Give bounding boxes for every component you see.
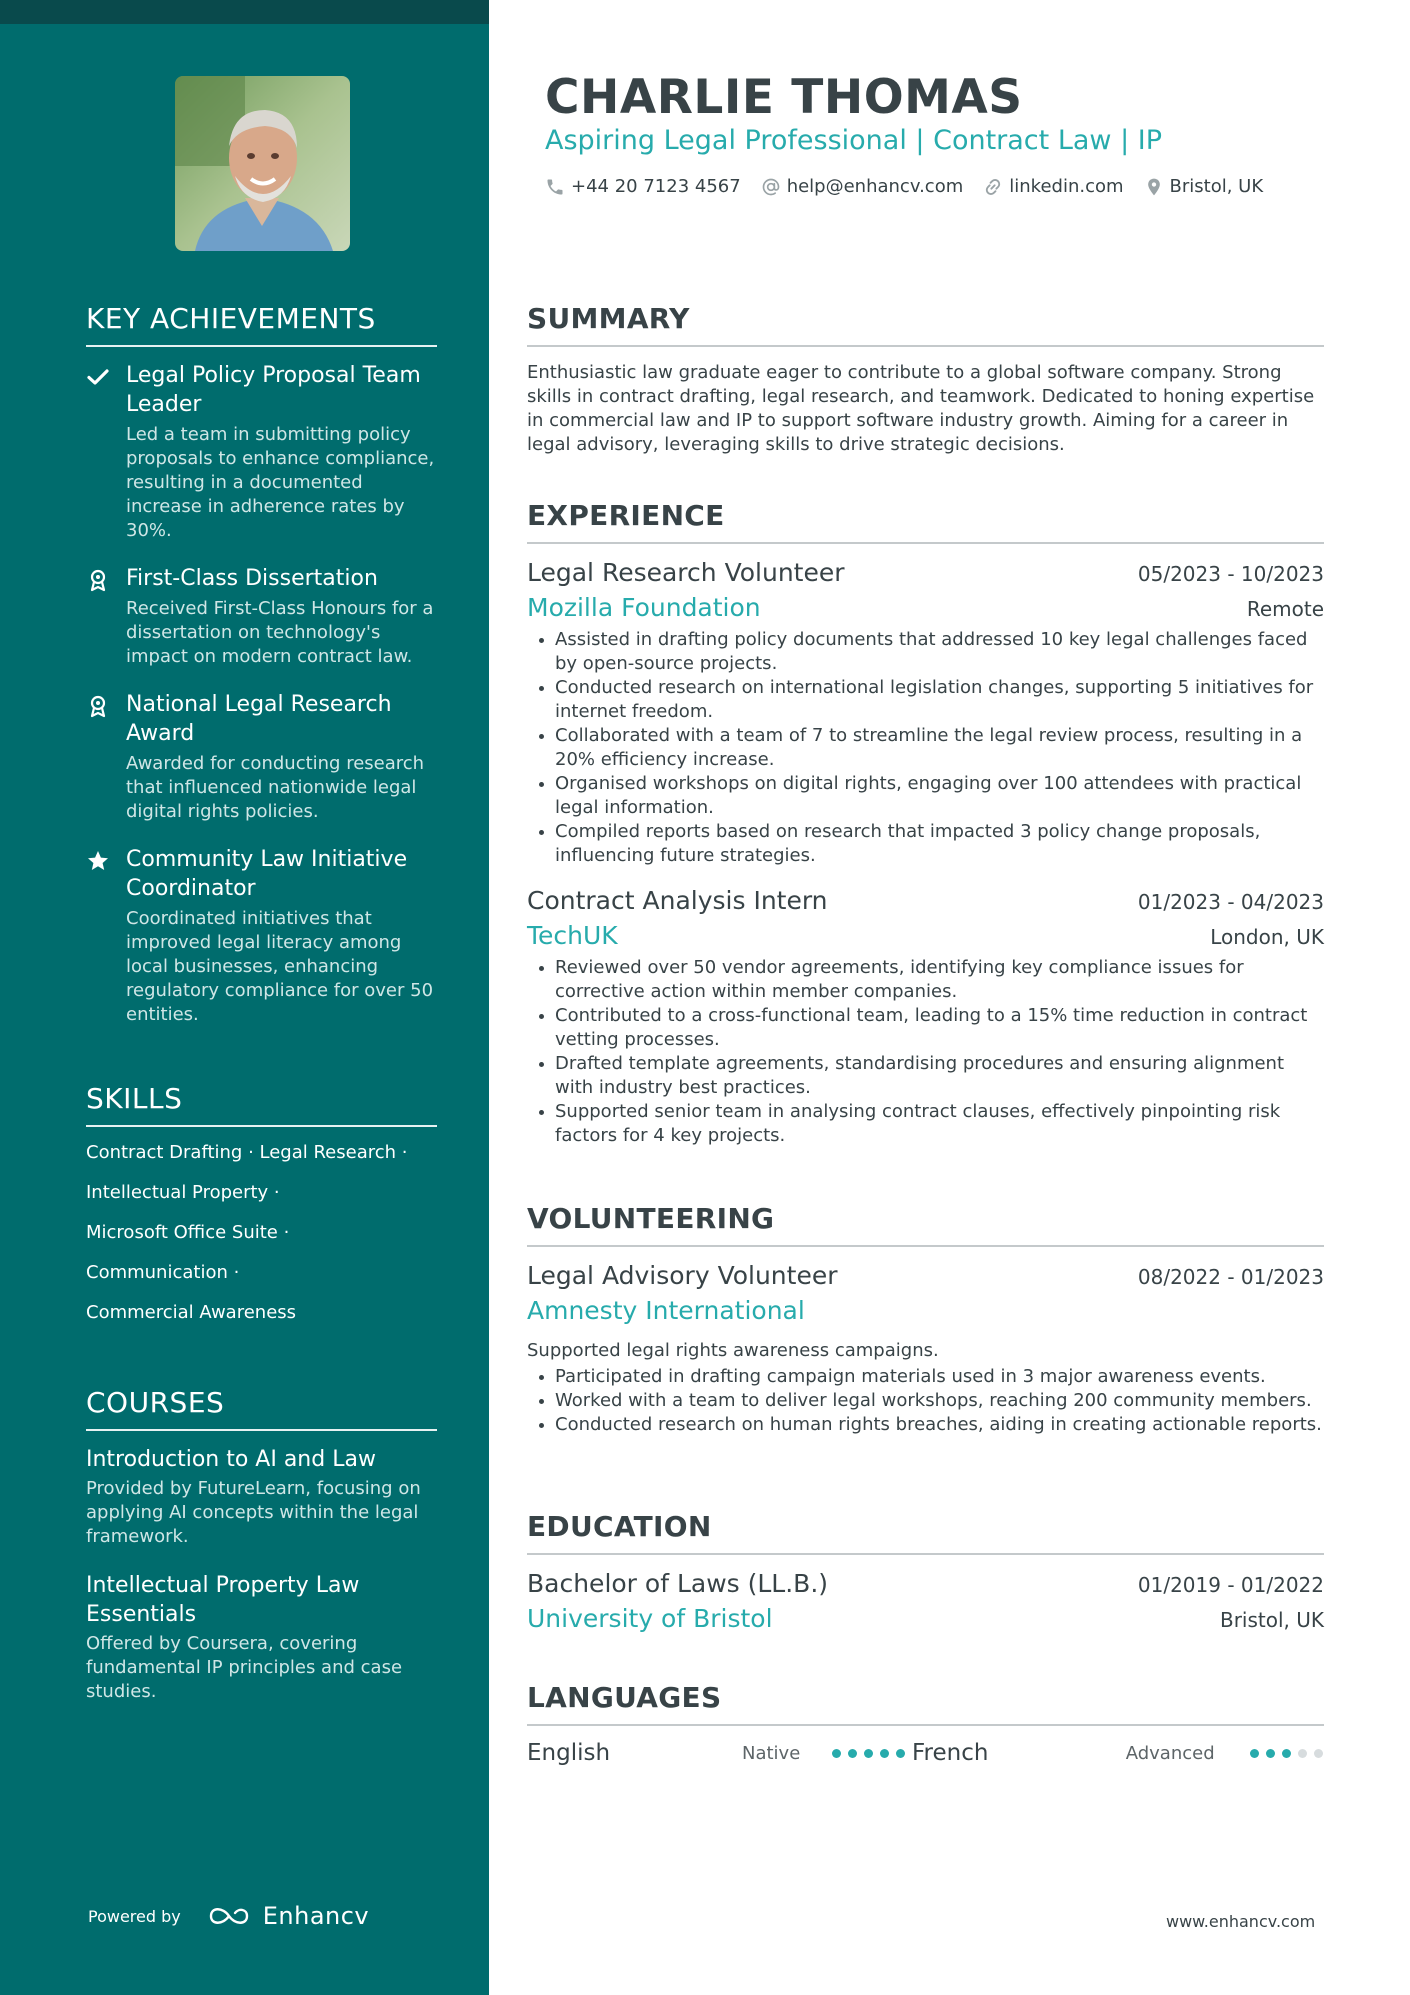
summary-text: Enthusiastic law graduate eager to contribute to a global software company. Strong skills in contract drafting, legal research, and teamwork. Dedicated to honing expertise in commercial law and IP to support software industry growth. Aiming for a career in legal advisory, leveraging skills to drive strategic decisions. — [527, 362, 1315, 455]
at-icon — [761, 177, 781, 197]
volunteer-bullet: Worked with a team to deliver legal workshops, reaching 200 community members. — [527, 1389, 1324, 1413]
proficiency-dot-filled — [1266, 1749, 1275, 1758]
contact-bar — [545, 176, 1283, 197]
experience-entry — [527, 558, 1324, 868]
volunteer-role: Legal Advisory Volunteer — [527, 1261, 838, 1290]
course-item — [86, 1571, 437, 1704]
powered-by-label: Powered by — [88, 1906, 181, 1926]
proficiency-dot-filled — [864, 1749, 873, 1758]
language-proficiency-dots — [832, 1749, 912, 1758]
achievement-item — [86, 361, 437, 543]
contact-location-text: Bristol, UK — [1169, 176, 1264, 197]
profile-photo — [175, 76, 350, 251]
enhancv-brand-name: Enhancv — [262, 1902, 370, 1930]
course-item — [86, 1445, 437, 1549]
achievement-desc: Received First-Class Honours for a dissertation on technology's impact on modern contract law. — [126, 598, 434, 667]
summary-heading: SUMMARY — [527, 302, 1324, 347]
volunteering-heading: VOLUNTEERING — [527, 1202, 1324, 1247]
location-pin-icon — [1144, 177, 1164, 197]
skill-item: Microsoft Office Suite · — [86, 1222, 290, 1243]
volunteer-desc: Supported legal rights awareness campaigns. — [527, 1340, 939, 1361]
language-name: French — [912, 1740, 989, 1766]
course-desc: Provided by FutureLearn, focusing on applying AI concepts within the legal framework. — [86, 1478, 421, 1547]
candidate-subtitle: Aspiring Legal Professional | Contract Law | IP — [545, 125, 1162, 156]
proficiency-dot-empty — [1298, 1749, 1307, 1758]
powered-by — [88, 1902, 369, 1930]
link-icon — [983, 177, 1003, 197]
languages-section — [527, 1681, 1324, 1766]
candidate-name: CHARLIE THOMAS — [545, 70, 1023, 125]
summary-section — [527, 302, 1324, 457]
courses-section — [86, 1386, 437, 1726]
volunteer-bullet: Conducted research on human rights breaches, aiding in creating actionable reports. — [527, 1413, 1324, 1437]
volunteer-bullet: Participated in drafting campaign materials used in 3 major awareness events. — [527, 1365, 1324, 1389]
proficiency-dot-filled — [880, 1749, 889, 1758]
proficiency-dot-filled — [848, 1749, 857, 1758]
language-level: Native — [742, 1742, 801, 1764]
achievement-title: First-Class Dissertation — [126, 566, 378, 591]
courses-heading: COURSES — [86, 1386, 437, 1431]
job-dates: 01/2023 - 04/2023 — [1137, 890, 1324, 914]
course-title: Introduction to AI and Law — [86, 1447, 376, 1472]
education-entry — [527, 1569, 1324, 1633]
skill-item: Contract Drafting · Legal Research · — [86, 1142, 408, 1163]
education-dates: 01/2019 - 01/2022 — [1137, 1573, 1324, 1597]
company-name: Mozilla Foundation — [527, 593, 761, 622]
job-bullet: Collaborated with a team of 7 to streamline the legal review process, resulting in a 20% efficiency increase. — [527, 724, 1324, 772]
contact-location — [1144, 176, 1264, 197]
proficiency-dot-filled — [896, 1749, 905, 1758]
company-name: TechUK — [527, 921, 618, 950]
key-achievements-section — [86, 302, 437, 1048]
achievement-title: Legal Policy Proposal Team Leader — [126, 363, 421, 417]
key-achievements-heading: KEY ACHIEVEMENTS — [86, 302, 437, 347]
language-proficiency-dots — [1250, 1749, 1330, 1758]
achievement-desc: Coordinated initiatives that improved legal literacy among local businesses, enhancing regulatory compliance for over 50 entities. — [126, 908, 434, 1025]
skills-section — [86, 1082, 437, 1341]
sidebar-top-bar — [0, 0, 489, 24]
job-bullet: Drafted template agreements, standardising procedures and ensuring alignment with industry best practices. — [527, 1052, 1324, 1100]
job-location: London, UK — [1210, 925, 1324, 949]
volunteering-section — [527, 1202, 1324, 1455]
job-bullet: Assisted in drafting policy documents that addressed 10 key legal challenges faced by open-source projects. — [527, 628, 1324, 676]
phone-icon — [545, 177, 565, 197]
experience-section — [527, 499, 1324, 1166]
skill-item: Commercial Awareness — [86, 1302, 297, 1323]
proficiency-dot-filled — [1282, 1749, 1291, 1758]
contact-phone-text: +44 20 7123 4567 — [571, 176, 741, 197]
job-title: Legal Research Volunteer — [527, 558, 845, 587]
proficiency-dot-filled — [1250, 1749, 1259, 1758]
school-location: Bristol, UK — [1219, 1608, 1324, 1632]
award-icon — [86, 694, 110, 718]
award-icon — [86, 568, 110, 592]
achievement-item — [86, 564, 437, 669]
experience-heading: EXPERIENCE — [527, 499, 1324, 544]
achievement-desc: Awarded for conducting research that influenced nationwide legal digital rights policies. — [126, 753, 425, 822]
job-bullet: Compiled reports based on research that impacted 3 policy change proposals, influencing future strategies. — [527, 820, 1324, 868]
achievement-title: National Legal Research Award — [126, 692, 392, 746]
contact-linkedin[interactable] — [983, 176, 1123, 197]
skills-heading: SKILLS — [86, 1082, 437, 1127]
language-level: Advanced — [1125, 1742, 1215, 1764]
star-icon — [86, 849, 110, 873]
job-bullet: Supported senior team in analysing contract clauses, effectively pinpointing risk factors for 4 key projects. — [527, 1100, 1324, 1148]
language-item — [527, 1740, 912, 1766]
job-bullet: Reviewed over 50 vendor agreements, identifying key compliance issues for corrective action within member companies. — [527, 956, 1324, 1004]
achievement-title: Community Law Initiative Coordinator — [126, 847, 408, 901]
course-title: Intellectual Property Law Essentials — [86, 1573, 360, 1627]
volunteer-dates: 08/2022 - 01/2023 — [1137, 1265, 1324, 1289]
sidebar — [0, 0, 489, 1995]
job-bullet: Conducted research on international legislation changes, supporting 5 initiatives for internet freedom. — [527, 676, 1324, 724]
experience-entry — [527, 886, 1324, 1148]
contact-email[interactable] — [761, 176, 964, 197]
contact-phone[interactable] — [545, 176, 741, 197]
volunteer-org: Amnesty International — [527, 1296, 805, 1325]
education-section — [527, 1510, 1324, 1651]
achievement-desc: Led a team in submitting policy proposals to enhance compliance, resulting in a documented increase in adherence rates by 30%. — [126, 424, 435, 541]
footer-url[interactable]: www.enhancv.com — [1166, 1912, 1316, 1931]
skill-item: Communication · — [86, 1262, 240, 1283]
check-icon — [86, 365, 110, 389]
contact-email-text: help@enhancv.com — [786, 176, 964, 197]
job-bullet: Contributed to a cross-functional team, leading to a 15% time reduction in contract vetting processes. — [527, 1004, 1324, 1052]
enhancv-logo-icon — [207, 1903, 253, 1929]
degree-name: Bachelor of Laws (LL.B.) — [527, 1569, 829, 1598]
achievement-item — [86, 690, 437, 824]
language-item — [912, 1740, 1330, 1766]
contact-linkedin-text: linkedin.com — [1009, 176, 1124, 197]
achievement-item — [86, 845, 437, 1027]
school-name: University of Bristol — [527, 1604, 773, 1633]
languages-heading: LANGUAGES — [527, 1681, 1324, 1726]
job-title: Contract Analysis Intern — [527, 886, 828, 915]
skill-item: Intellectual Property · — [86, 1182, 280, 1203]
language-name: English — [527, 1740, 611, 1766]
education-heading: EDUCATION — [527, 1510, 1324, 1555]
volunteering-entry — [527, 1261, 1324, 1437]
proficiency-dot-filled — [832, 1749, 841, 1758]
course-desc: Offered by Coursera, covering fundamental IP principles and case studies. — [86, 1633, 403, 1702]
job-location: Remote — [1246, 597, 1324, 621]
job-dates: 05/2023 - 10/2023 — [1137, 562, 1324, 586]
job-bullet: Organised workshops on digital rights, engaging over 100 attendees with practical legal information. — [527, 772, 1324, 820]
proficiency-dot-empty — [1314, 1749, 1323, 1758]
